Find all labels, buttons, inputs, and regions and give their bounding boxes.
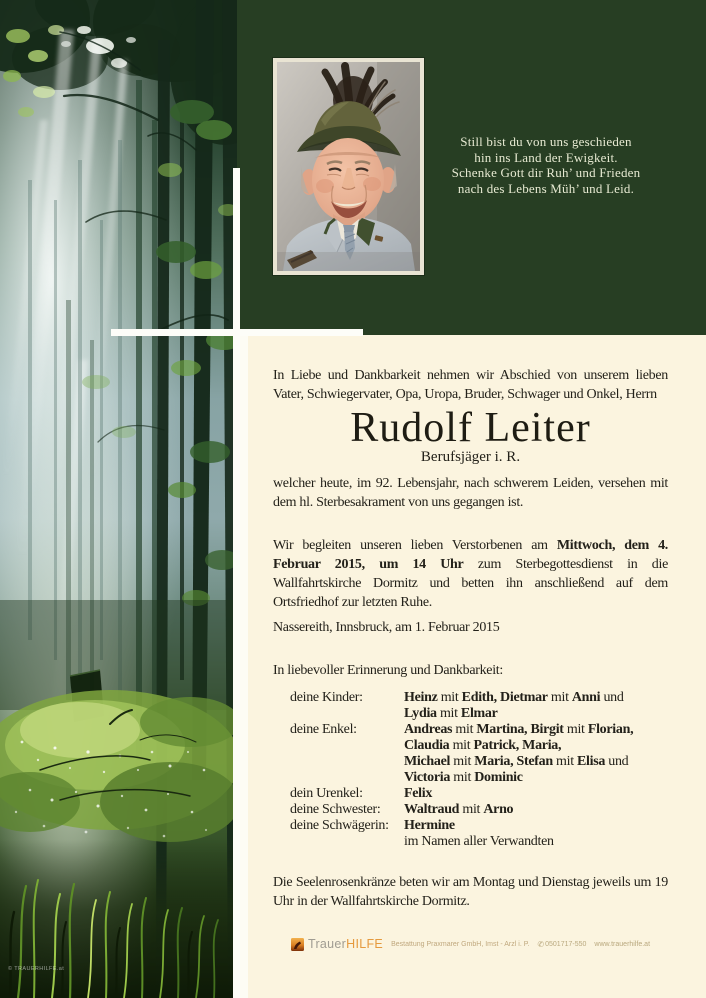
family-row: [290, 802, 668, 818]
phone-icon: ✆: [537, 939, 545, 949]
memorial-panel: [237, 0, 706, 335]
trauerhilfe-brand: [308, 937, 383, 951]
family-relation-label: deine Schwester:: [290, 802, 381, 817]
family-list: [273, 690, 668, 850]
footer-website: www.trauerhilfe.at: [594, 940, 651, 948]
verse-line: Still bist du von uns geschieden: [460, 134, 632, 149]
trauerhilfe-logo-icon: [291, 938, 304, 951]
photo-credit: © TRAUERHILFE.at: [8, 966, 65, 972]
death-paragraph: welcher heute, im 92. Lebensjahr, nach schwerem Leiden, versehen mit dem hl. Sterbesakrament von uns gegangen ist.: [273, 476, 668, 510]
cross-horizontal-bar: [111, 329, 363, 336]
family-names-line: Heinz mit Edith, Dietmar mit Anni und: [404, 690, 624, 705]
family-relation-label: deine Enkel:: [290, 722, 357, 737]
family-relation-label: deine Schwägerin:: [290, 818, 389, 833]
family-relation-label: deine Kinder:: [290, 690, 363, 705]
forest-photo: [0, 0, 237, 998]
family-names: [404, 690, 668, 722]
family-names: [404, 722, 668, 786]
family-row: [290, 690, 668, 722]
family-row: [290, 786, 668, 802]
footer-phone-number: 0501717-550: [545, 940, 587, 948]
rosary-note: Die Seelenrosenkränze beten wir am Montag und Dienstag jeweils um 19 Uhr in der Wallfahrtskirche Dormitz.: [273, 875, 668, 909]
family-row: [290, 722, 668, 786]
family-names-line: Waltraud mit Arno: [404, 802, 514, 817]
verse-line: Schenke Gott dir Ruh’ und Frieden: [451, 165, 641, 180]
verse-line: hin ins Land der Ewigkeit.: [474, 149, 618, 165]
remembrance-heading: In liebevoller Erinnerung und Dankbarkeit:: [273, 663, 503, 678]
family-names-line: Hermine: [404, 818, 455, 833]
family-names-line: im Namen aller Verwandten: [404, 834, 554, 849]
portrait-illustration: [277, 62, 420, 271]
deceased-name: Rudolf Leiter: [350, 405, 591, 451]
verse-line: nach des Lebens Müh’ und Leid.: [457, 180, 635, 196]
family-names-line: Lydia mit Elmar: [404, 706, 498, 721]
family-names-line: Michael mit Maria, Stefan mit Elisa und: [404, 754, 629, 769]
footer-phone: [537, 940, 586, 949]
announcement-body: [248, 335, 706, 998]
portrait-photo: [272, 57, 425, 276]
family-relation-label: dein Urenkel:: [290, 786, 363, 801]
family-names: [404, 818, 668, 850]
dateline: Nassereith, Innsbruck, am 1. Februar 2015: [273, 620, 500, 635]
cross-vertical-bar: [233, 168, 240, 998]
family-names-line: Felix: [404, 786, 433, 801]
brand-trauer: Trauer: [307, 937, 347, 951]
family-names: [404, 802, 668, 818]
family-names-line: Victoria mit Dominic: [404, 770, 523, 785]
brand-hilfe: HILFE: [346, 937, 384, 951]
family-names-line: Claudia mit Patrick, Maria,: [404, 738, 562, 753]
forest-illustration: [0, 0, 237, 998]
family-row: [290, 818, 668, 850]
footer-company: Bestattung Praxmarer GmbH, Imst - Arzl i. P.: [391, 940, 530, 948]
memorial-verse: [426, 134, 666, 196]
family-names: [404, 786, 668, 802]
deceased-title: Berufsjäger i. R.: [420, 449, 521, 465]
funeral-paragraph: Wir begleiten unseren lieben Verstorbenen am Mittwoch, dem 4. Februar 2015, um 14 Uhr zum Sterbegottesdienst in die Wallfahrtskirche Dormitz und betten ihn anschließend auf dem Ortsfriedhof zur letzten Ruhe.: [273, 538, 669, 610]
intro-paragraph: In Liebe und Dankbarkeit nehmen wir Abschied von unserem lieben Vater, Schwiegervater, Opa, Uropa, Bruder, Schwager und Onkel, Herrn: [273, 368, 668, 402]
funeral-home-footer: [273, 937, 668, 951]
family-names-line: Andreas mit Martina, Birgit mit Florian,: [404, 722, 634, 737]
